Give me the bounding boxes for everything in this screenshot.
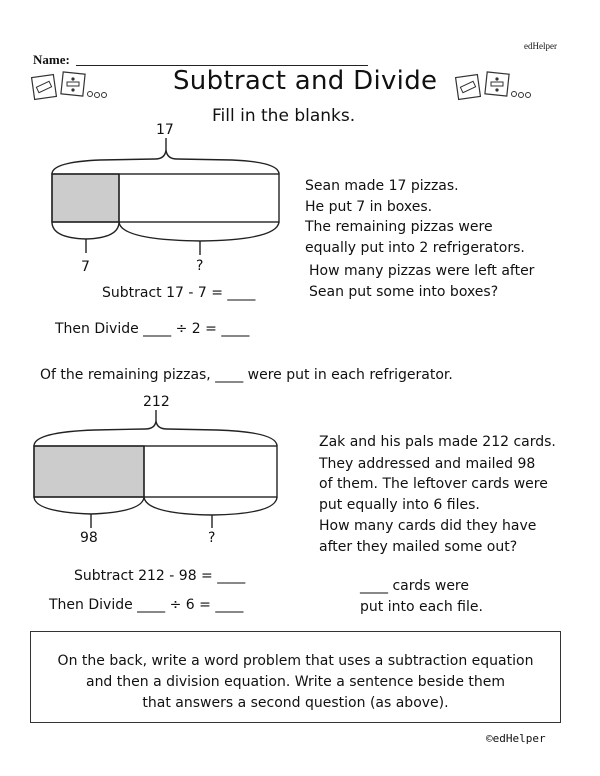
instruction-line: that answers a second question (as above). xyxy=(142,695,449,711)
story-line: put equally into 6 files. xyxy=(319,497,480,513)
story-line: How many cards did they have xyxy=(319,518,537,534)
dots-icon xyxy=(88,92,107,98)
divide-equation[interactable]: Then Divide ____ ÷ 6 = ____ xyxy=(49,597,244,613)
total-label: 17 xyxy=(156,122,174,138)
story-line: He put 7 in boxes. xyxy=(305,199,433,215)
subtract-equation[interactable]: Subtract 17 - 7 = ____ xyxy=(102,285,256,301)
left-brace xyxy=(52,222,119,239)
divide-equation[interactable]: Then Divide ____ ÷ 2 = ____ xyxy=(55,321,250,337)
bar-model-1 xyxy=(52,138,279,255)
top-brace xyxy=(52,150,279,174)
story-line: Sean made 17 pizzas. xyxy=(305,178,459,194)
total-label: 212 xyxy=(143,394,170,410)
name-label: Name: xyxy=(33,52,70,67)
subtract-equation[interactable]: Subtract 212 - 98 = ____ xyxy=(74,568,246,584)
divide-card-icon xyxy=(485,72,509,96)
bar-model-2 xyxy=(34,410,277,528)
instructions-box xyxy=(30,631,561,723)
story-line: Zak and his pals made 212 cards. xyxy=(319,434,556,450)
story-line: after they mailed some out? xyxy=(319,539,518,555)
right-part-label: ? xyxy=(208,530,216,546)
story-line: How many pizzas were left after xyxy=(309,263,535,279)
left-part-label: 7 xyxy=(81,259,90,275)
shaded-part xyxy=(34,446,144,497)
right-brace xyxy=(119,222,279,241)
left-part-label: 98 xyxy=(80,530,98,546)
page-title: Subtract and Divide xyxy=(173,66,438,96)
right-brace xyxy=(144,497,277,515)
footer-brand: ©edHelper xyxy=(486,732,546,745)
page-subtitle: Fill in the blanks. xyxy=(212,106,356,126)
minus-card-icon xyxy=(32,75,57,100)
story-line: They addressed and mailed 98 xyxy=(319,456,536,472)
answer-line[interactable]: ____ cards were xyxy=(360,578,469,594)
dots-icon xyxy=(512,92,531,98)
minus-card-icon xyxy=(456,75,481,100)
story-line: equally put into 2 refrigerators. xyxy=(305,240,525,256)
brand-top: edHelper xyxy=(524,41,557,51)
story-line: of them. The leftover cards were xyxy=(319,476,548,492)
instruction-line: and then a division equation. Write a sentence beside them xyxy=(85,674,505,690)
top-brace xyxy=(34,421,277,446)
story-line: The remaining pizzas were xyxy=(305,219,493,235)
answer-line: put into each file. xyxy=(360,599,483,615)
divide-card-icon xyxy=(61,72,85,96)
instruction-line: On the back, write a word problem that uses a subtraction equation xyxy=(57,653,534,669)
right-part-label: ? xyxy=(196,258,204,274)
left-brace xyxy=(34,497,144,514)
shaded-part xyxy=(52,174,119,222)
story-line: Sean put some into boxes? xyxy=(309,284,499,300)
answer-sentence[interactable]: Of the remaining pizzas, ____ were put in each refrigerator. xyxy=(40,367,453,383)
